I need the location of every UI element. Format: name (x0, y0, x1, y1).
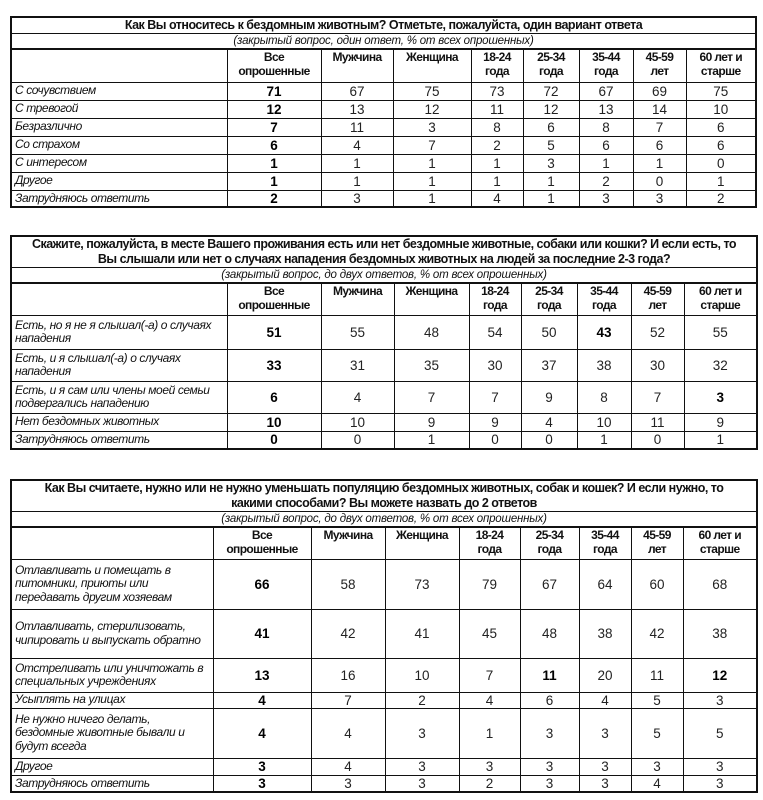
cell-value: 3 (683, 692, 757, 708)
row-label: Не нужно ничего делать, бездомные животные бывали и будут всегда (11, 708, 213, 758)
cell-value: 3 (321, 190, 393, 207)
row-label: Затрудняюсь ответить (11, 190, 227, 207)
table-row (11, 118, 756, 136)
row-label: Со страхом (11, 136, 227, 154)
cell-value: 0 (227, 431, 321, 449)
cell-value: 2 (471, 136, 523, 154)
row-label: Отстреливать или уничтожать в специальных учреждениях (11, 658, 213, 692)
cell-value: 67 (579, 82, 633, 100)
cell-value: 5 (631, 692, 683, 708)
cell-value: 3 (579, 708, 631, 758)
cell-value: 2 (227, 190, 321, 207)
question-text-line2: какими способами? Вы можете назвать до 2 ответов (231, 496, 537, 510)
header-blank (11, 49, 227, 82)
question-note: (закрытый вопрос, до двух ответов, % от всех опрошенных) (11, 512, 757, 528)
cell-value: 48 (520, 609, 579, 658)
cell-value: 67 (321, 82, 393, 100)
cell-value: 4 (213, 692, 311, 708)
cell-value: 4 (311, 758, 385, 775)
cell-value: 3 (520, 775, 579, 792)
cell-value: 6 (227, 136, 321, 154)
cell-value: 8 (579, 118, 633, 136)
cell-value: 1 (393, 172, 471, 190)
col-header-male: Мужчина (311, 527, 385, 559)
row-label: Затрудняюсь ответить (11, 431, 227, 449)
table-row (11, 154, 756, 172)
cell-value: 4 (213, 708, 311, 758)
question-text-line2: Вы слышали или нет о случаях нападения бездомных животных на людей за последние 2-3 года? (97, 252, 671, 266)
cell-value: 9 (684, 413, 757, 431)
cell-value: 55 (684, 315, 757, 349)
cell-value: 52 (631, 315, 684, 349)
col-header-male: Мужчина (321, 49, 393, 82)
cell-value: 5 (683, 708, 757, 758)
cell-value: 35 (394, 349, 469, 381)
cell-value: 4 (459, 692, 520, 708)
table-row (11, 431, 757, 449)
cell-value: 3 (579, 775, 631, 792)
row-label: С тревогой (11, 100, 227, 118)
question-title (11, 17, 756, 34)
question-title (11, 236, 757, 268)
cell-value: 3 (684, 381, 757, 413)
cell-value: 4 (471, 190, 523, 207)
cell-value: 41 (385, 609, 459, 658)
cell-value: 1 (577, 431, 631, 449)
cell-value: 1 (227, 154, 321, 172)
cell-value: 7 (227, 118, 321, 136)
question-note: (закрытый вопрос, до двух ответов, % от всех опрошенных) (11, 268, 757, 284)
cell-value: 79 (459, 559, 520, 609)
cell-value: 3 (579, 758, 631, 775)
cell-value: 11 (631, 413, 684, 431)
col-header-all: Все опрошенные (227, 49, 321, 82)
cell-value: 11 (471, 100, 523, 118)
table-row (11, 136, 756, 154)
cell-value: 9 (469, 413, 521, 431)
cell-value: 13 (321, 100, 393, 118)
table-row (11, 172, 756, 190)
table-row (11, 413, 757, 431)
col-header-18-24: 18-24 года (471, 49, 523, 82)
cell-value: 12 (683, 658, 757, 692)
cell-value: 6 (633, 136, 686, 154)
cell-value: 14 (633, 100, 686, 118)
cell-value: 75 (393, 82, 471, 100)
col-header-35-44: 35-44 года (579, 49, 633, 82)
cell-value: 8 (471, 118, 523, 136)
table-row (11, 315, 757, 349)
cell-value: 38 (577, 349, 631, 381)
table-row (11, 100, 756, 118)
row-label: С сочувствием (11, 82, 227, 100)
col-header-35-44: 35-44 года (577, 283, 631, 315)
cell-value: 51 (227, 315, 321, 349)
table-row (11, 190, 756, 207)
cell-value: 10 (321, 413, 394, 431)
cell-value: 3 (213, 775, 311, 792)
cell-value: 1 (394, 431, 469, 449)
cell-value: 11 (321, 118, 393, 136)
cell-value: 13 (213, 658, 311, 692)
cell-value: 4 (579, 692, 631, 708)
cell-value: 6 (686, 118, 756, 136)
cell-value: 7 (311, 692, 385, 708)
col-header-25-34: 25-34 года (523, 49, 579, 82)
cell-value: 37 (521, 349, 577, 381)
cell-value: 38 (579, 609, 631, 658)
cell-value: 6 (579, 136, 633, 154)
col-header-45-59: 45-59 лет (631, 283, 684, 315)
cell-value: 1 (459, 708, 520, 758)
cell-value: 0 (521, 431, 577, 449)
cell-value: 1 (523, 190, 579, 207)
cell-value: 1 (471, 154, 523, 172)
cell-value: 9 (521, 381, 577, 413)
cell-value: 11 (631, 658, 683, 692)
survey-table-attitude (10, 16, 757, 208)
cell-value: 6 (520, 692, 579, 708)
cell-value: 60 (631, 559, 683, 609)
cell-value: 67 (520, 559, 579, 609)
col-header-25-34: 25-34 года (521, 283, 577, 315)
cell-value: 7 (633, 118, 686, 136)
cell-value: 33 (227, 349, 321, 381)
row-label: Нет бездомных животных (11, 413, 227, 431)
cell-value: 38 (683, 609, 757, 658)
col-header-18-24: 18-24 года (469, 283, 521, 315)
col-header-35-44: 35-44 года (579, 527, 631, 559)
table-row (11, 349, 757, 381)
cell-value: 55 (321, 315, 394, 349)
cell-value: 3 (631, 758, 683, 775)
cell-value: 30 (631, 349, 684, 381)
header-blank (11, 527, 213, 559)
cell-value: 3 (683, 758, 757, 775)
cell-value: 12 (523, 100, 579, 118)
table-row (11, 559, 757, 609)
header-blank (11, 283, 227, 315)
cell-value: 16 (311, 658, 385, 692)
col-header-female: Женщина (385, 527, 459, 559)
cell-value: 0 (469, 431, 521, 449)
cell-value: 2 (579, 172, 633, 190)
cell-value: 71 (227, 82, 321, 100)
cell-value: 10 (385, 658, 459, 692)
cell-value: 6 (523, 118, 579, 136)
row-label: Отлавливать и помещать в питомники, приюты или передавать другим хозяевам (11, 559, 213, 609)
cell-value: 10 (577, 413, 631, 431)
cell-value: 10 (227, 413, 321, 431)
cell-value: 1 (633, 154, 686, 172)
header-row (11, 527, 757, 559)
cell-value: 13 (579, 100, 633, 118)
cell-value: 3 (579, 190, 633, 207)
cell-value: 10 (686, 100, 756, 118)
table-row (11, 775, 757, 792)
cell-value: 1 (321, 154, 393, 172)
cell-value: 0 (321, 431, 394, 449)
header-row (11, 49, 756, 82)
row-label: Есть, но я не я слышал(-а) о случаях нападения (11, 315, 227, 349)
cell-value: 0 (686, 154, 756, 172)
cell-value: 30 (469, 349, 521, 381)
cell-value: 66 (213, 559, 311, 609)
table-row (11, 381, 757, 413)
col-header-60plus: 60 лет и старше (686, 49, 756, 82)
cell-value: 1 (393, 154, 471, 172)
table-row (11, 692, 757, 708)
col-header-60plus: 60 лет и старше (683, 527, 757, 559)
cell-value: 8 (577, 381, 631, 413)
cell-value: 73 (471, 82, 523, 100)
cell-value: 0 (631, 431, 684, 449)
cell-value: 72 (523, 82, 579, 100)
col-header-male: Мужчина (321, 283, 394, 315)
table-row (11, 758, 757, 775)
cell-value: 6 (686, 136, 756, 154)
cell-value: 3 (385, 775, 459, 792)
cell-value: 3 (393, 118, 471, 136)
cell-value: 31 (321, 349, 394, 381)
cell-value: 3 (459, 758, 520, 775)
row-label: Безразлично (11, 118, 227, 136)
cell-value: 5 (631, 708, 683, 758)
cell-value: 3 (385, 708, 459, 758)
cell-value: 2 (686, 190, 756, 207)
cell-value: 12 (393, 100, 471, 118)
cell-value: 4 (321, 381, 394, 413)
cell-value: 64 (579, 559, 631, 609)
cell-value: 4 (311, 708, 385, 758)
cell-value: 7 (459, 658, 520, 692)
cell-value: 7 (393, 136, 471, 154)
col-header-18-24: 18-24 года (459, 527, 520, 559)
cell-value: 1 (523, 172, 579, 190)
row-label: Отлавливать, стерилизовать, чипировать и выпускать обратно (11, 609, 213, 658)
row-label: Затрудняюсь ответить (11, 775, 213, 792)
cell-value: 4 (631, 775, 683, 792)
cell-value: 5 (523, 136, 579, 154)
cell-value: 42 (631, 609, 683, 658)
cell-value: 1 (684, 431, 757, 449)
cell-value: 6 (227, 381, 321, 413)
cell-value: 20 (579, 658, 631, 692)
col-header-all: Все опрошенные (213, 527, 311, 559)
cell-value: 68 (683, 559, 757, 609)
cell-value: 3 (311, 775, 385, 792)
survey-table-population (10, 479, 758, 793)
cell-value: 41 (213, 609, 311, 658)
cell-value: 12 (227, 100, 321, 118)
row-label: Усыплять на улицах (11, 692, 213, 708)
cell-value: 73 (385, 559, 459, 609)
header-row (11, 283, 757, 315)
question-title (11, 480, 757, 512)
cell-value: 1 (579, 154, 633, 172)
cell-value: 54 (469, 315, 521, 349)
row-label: Есть, и я сам или члены моей семьи подвергались нападению (11, 381, 227, 413)
col-header-60plus: 60 лет и старше (684, 283, 757, 315)
cell-value: 45 (459, 609, 520, 658)
col-header-all: Все опрошенные (227, 283, 321, 315)
cell-value: 48 (394, 315, 469, 349)
question-text: Как Вы относитесь к бездомным животным? Отметьте, пожалуйста, один вариант ответа (124, 18, 643, 32)
table-row (11, 708, 757, 758)
cell-value: 3 (520, 758, 579, 775)
row-label: Другое (11, 172, 227, 190)
row-label: Другое (11, 758, 213, 775)
cell-value: 3 (683, 775, 757, 792)
cell-value: 32 (684, 349, 757, 381)
cell-value: 0 (633, 172, 686, 190)
row-label: Есть, и я слышал(-а) о случаях нападения (11, 349, 227, 381)
cell-value: 2 (459, 775, 520, 792)
cell-value: 7 (469, 381, 521, 413)
col-header-45-59: 45-59 лет (633, 49, 686, 82)
table-row (11, 658, 757, 692)
cell-value: 1 (471, 172, 523, 190)
cell-value: 3 (213, 758, 311, 775)
cell-value: 1 (227, 172, 321, 190)
question-text: Скажите, пожалуйста, в месте Вашего проживания есть или нет бездомные животные, собаки или кошки? И если есть, то (31, 237, 737, 251)
cell-value: 50 (521, 315, 577, 349)
cell-value: 7 (394, 381, 469, 413)
cell-value: 1 (686, 172, 756, 190)
cell-value: 4 (521, 413, 577, 431)
question-note: (закрытый вопрос, один ответ, % от всех опрошенных) (11, 34, 756, 50)
col-header-25-34: 25-34 года (520, 527, 579, 559)
row-label: С интересом (11, 154, 227, 172)
cell-value: 3 (520, 708, 579, 758)
cell-value: 3 (523, 154, 579, 172)
question-text: Как Вы считаете, нужно или не нужно уменьшать популяцию бездомных животных, собак и кошек? И если нужно, то (44, 481, 724, 495)
survey-table-attacks (10, 235, 758, 450)
col-header-female: Женщина (393, 49, 471, 82)
cell-value: 1 (393, 190, 471, 207)
cell-value: 42 (311, 609, 385, 658)
col-header-female: Женщина (394, 283, 469, 315)
cell-value: 9 (394, 413, 469, 431)
cell-value: 75 (686, 82, 756, 100)
cell-value: 58 (311, 559, 385, 609)
cell-value: 1 (321, 172, 393, 190)
table-row (11, 609, 757, 658)
col-header-45-59: 45-59 лет (631, 527, 683, 559)
cell-value: 43 (577, 315, 631, 349)
cell-value: 11 (520, 658, 579, 692)
cell-value: 4 (321, 136, 393, 154)
cell-value: 69 (633, 82, 686, 100)
cell-value: 7 (631, 381, 684, 413)
cell-value: 3 (385, 758, 459, 775)
table-row (11, 82, 756, 100)
cell-value: 3 (633, 190, 686, 207)
cell-value: 2 (385, 692, 459, 708)
